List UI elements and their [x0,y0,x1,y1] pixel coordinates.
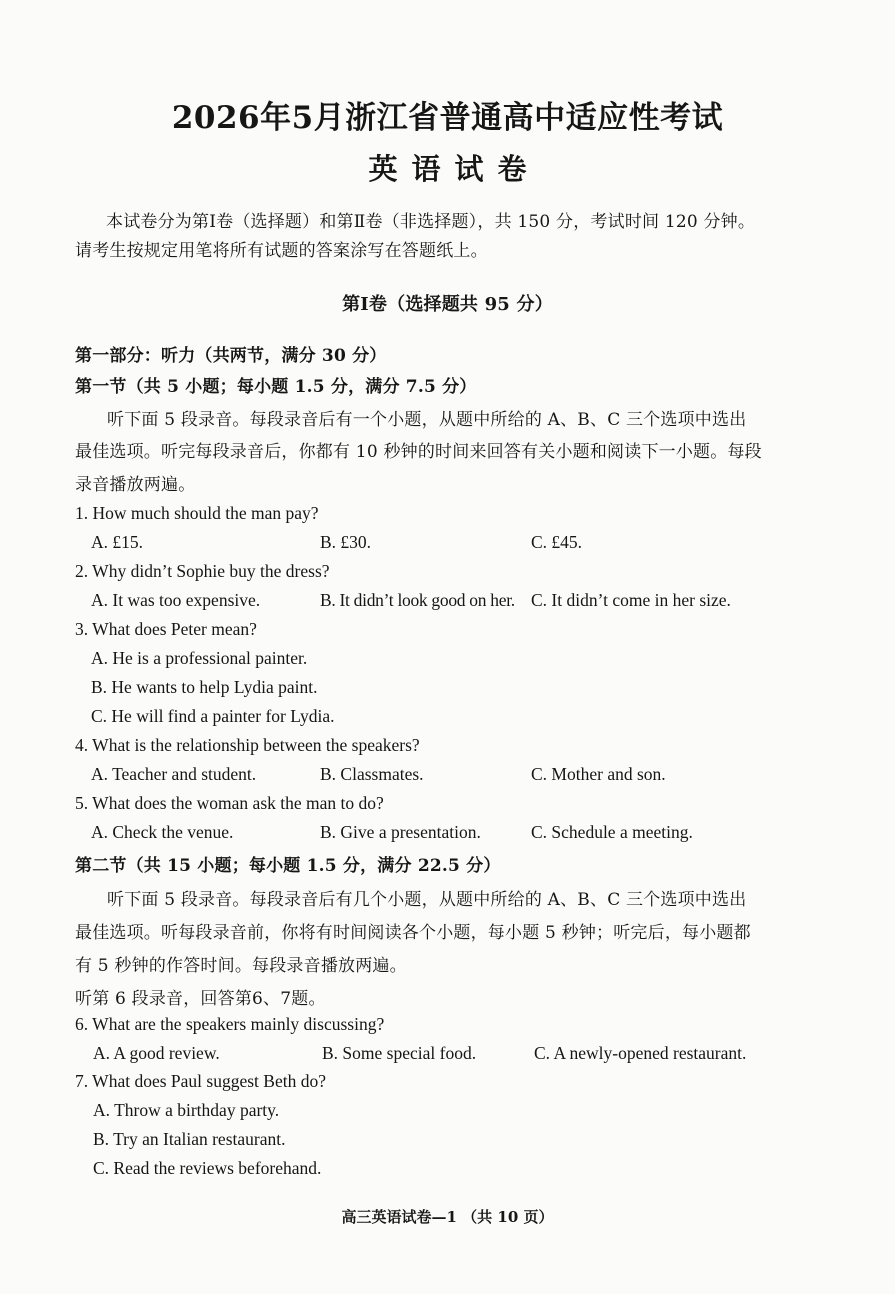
option-b: B. Try an Italian restaurant. [93,1129,286,1149]
option-c: C. Read the reviews beforehand. [93,1158,322,1178]
question-stem: 1. How much should the man pay? [75,503,319,523]
option-b: B. He wants to help Lydia paint. [91,677,318,697]
option-b: B. Give a presentation. [320,822,481,842]
section-1-instruction: 听下面 5 段录音。每段录音后有一个小题，从题中所给的 A、B、C 三个选项中选出 [107,410,747,430]
question-stem: 3. What does Peter mean? [75,619,257,639]
question-stem: 4. What is the relationship between the speakers? [75,735,420,755]
intro-line-1: 本试卷分为第Ⅰ卷（选择题）和第Ⅱ卷（非选择题），共 150 分，考试时间 120 分钟。 [106,212,756,232]
option-b: B. Some special food. [322,1043,477,1063]
option-b: B. £30. [320,532,372,552]
option-a: A. It was too expensive. [91,590,261,610]
option-a: A. Throw a birthday party. [93,1100,280,1120]
question-stem: 2. Why didn’t Sophie buy the dress? [75,561,330,581]
option-a: A. He is a professional painter. [91,648,308,668]
section-2-instruction: 有 5 秒钟的作答时间。每段录音播放两遍。 [75,956,407,976]
option-a: A. £15. [91,532,144,552]
section-2-instruction: 最佳选项。听每段录音前，你将有时间阅读各个小题，每小题 5 秒钟；听完后，每小题都 [75,923,751,943]
question-stem: 6. What are the speakers mainly discussing? [75,1014,385,1034]
section-2-instruction: 听下面 5 段录音。每段录音后有几个小题，从题中所给的 A、B、C 三个选项中选出 [107,890,747,910]
section-1-heading: 第一节（共 5 小题；每小题 1.5 分，满分 7.5 分） [75,377,477,397]
volume-heading: 第Ⅰ卷（选择题共 95 分） [342,294,553,315]
option-b: B. It didn’t look good on her. [320,590,515,610]
option-c: C. Mother and son. [531,764,666,784]
part-heading: 第一部分：听力（共两节，满分 30 分） [75,346,387,366]
intro-line-2: 请考生按规定用笔将所有试题的答案涂写在答题纸上。 [75,241,488,261]
option-a: A. Check the venue. [91,822,234,842]
section-1-instruction: 最佳选项。听完每段录音后，你都有 10 秒钟的时间来回答有关小题和阅读下一小题。每段 [75,442,762,462]
page-footer: 高三英语试卷—1 （共 10 页） [341,1208,554,1226]
option-b: B. Classmates. [320,764,424,784]
listen-note: 听第 6 段录音，回答第6、7题。 [75,989,326,1009]
question-stem: 7. What does Paul suggest Beth do? [75,1071,326,1091]
section-1-instruction: 录音播放两遍。 [75,475,196,495]
option-c: C. £45. [531,532,583,552]
option-a: A. A good review. [93,1043,220,1063]
option-c: C. He will find a painter for Lydia. [91,706,335,726]
exam-subtitle: 英语试卷 [368,152,541,186]
question-stem: 5. What does the woman ask the man to do? [75,793,384,813]
option-c: C. Schedule a meeting. [531,822,693,842]
option-c: C. A newly-opened restaurant. [534,1043,747,1063]
option-a: A. Teacher and student. [91,764,257,784]
section-2-heading: 第二节（共 15 小题；每小题 1.5 分，满分 22.5 分） [75,856,501,876]
option-c: C. It didn’t come in her size. [531,590,731,610]
exam-title: 2026年5月浙江省普通高中适应性考试 [171,100,724,136]
